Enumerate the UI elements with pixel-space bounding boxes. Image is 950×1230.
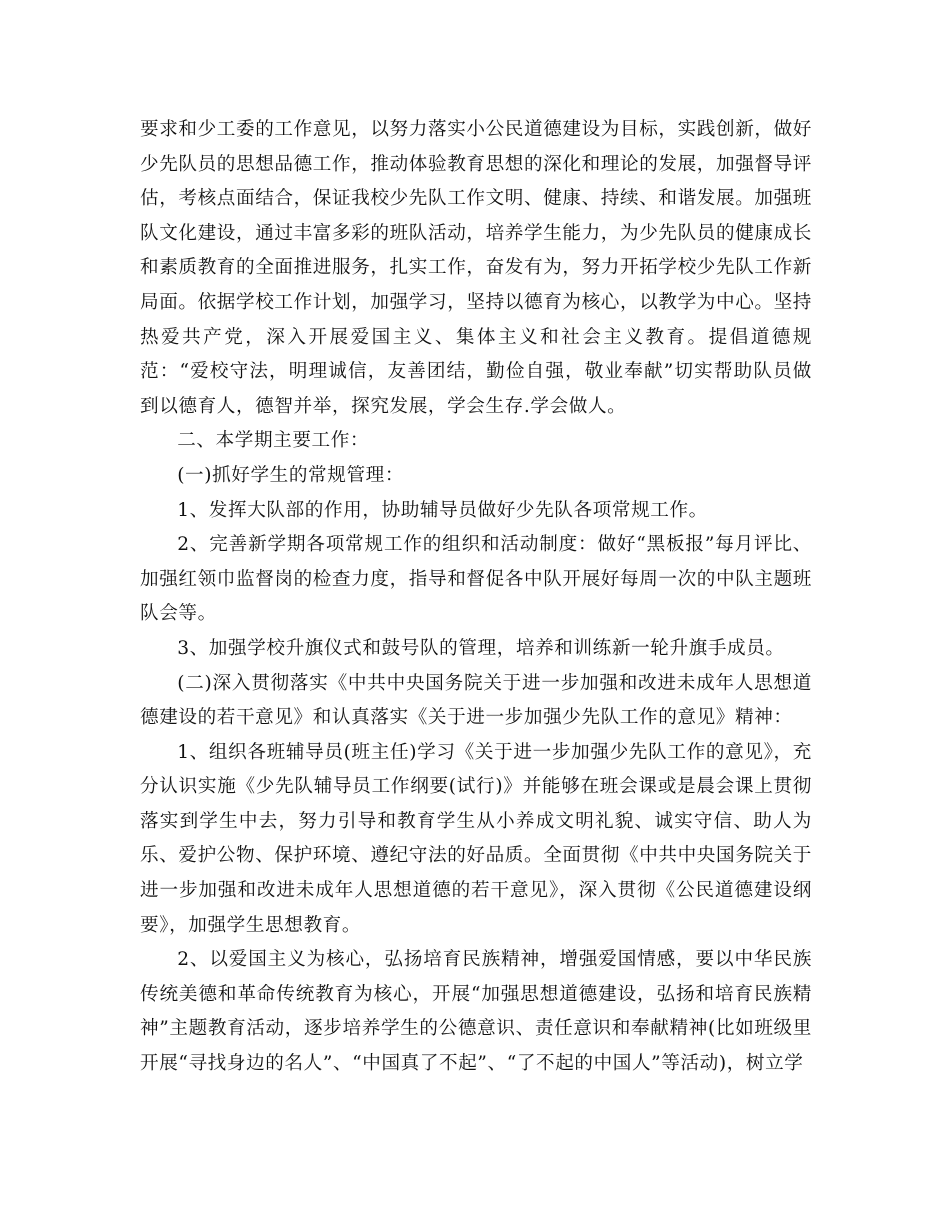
list-item-routine-2: 2、完善新学期各项常规工作的组织和活动制度：做好“黑板报”每月评比、加强红领巾监督岗的检查力度，指导和督促各中队开展好每周一次的中队主题班队会等。 [140,534,812,625]
subsection-heading-routine-management: (一)抓好学生的常规管理： [177,464,405,486]
list-item-routine-1: 1、发挥大队部的作用，协助辅导员做好少先队各项常规工作。 [177,499,708,521]
list-item-implementation-1: 1、组织各班辅导员(班主任)学习《关于进一步加强少先队工作的意见》，充分认识实施《少先队辅导员工作纲要(试行)》并能够在班会课或是晨会课上贯彻落实到学生中去，努力引导和教育学生从小养成文明礼貌、诚实守信、助人为乐、爱护公物、保护环境、遵纪守法的好品质。全面贯彻《中共中央国务院关于进一步加强和改进未成年人思想道德的若干意见》，深入贯彻《公民道德建设纲要》，加强学生思想教育。 [140,741,812,936]
list-item-implementation-2: 2、以爱国主义为核心，弘扬培育民族精神，增强爱国情感，要以中华民族传统美德和革命传统教育为核心，开展“加强思想道德建设，弘扬和培育民族精神”主题教育活动，逐步培养学生的公德意识、责任意识和奉献精神(比如班级里开展“寻找身边的名人”、“中国真了不起”、“了不起的中国人”等活动)，树立学 [140,949,812,1075]
document-body [140,113,812,1082]
list-item-routine-3: 3、加强学校升旗仪式和鼓号队的管理，培养和训练新一轮升旗手成员。 [177,637,785,659]
section-heading-main-work: 二、本学期主要工作： [177,430,370,452]
subsection-heading-implementation: (二)深入贯彻落实《中共中央国务院关于进一步加强和改进未成年人思想道德建设的若干意见》和认真落实《关于进一步加强少先队工作的意见》精神： [140,672,812,729]
paragraph-intro: 要求和少工委的工作意见，以努力落实小公民道德建设为目标，实践创新，做好少先队员的思想品德工作，推动体验教育思想的深化和理论的发展，加强督导评估，考核点面结合，保证我校少先队工作文明、健康、持续、和谐发展。加强班队文化建设，通过丰富多彩的班队活动，培养学生能力，为少先队员的健康成长和素质教育的全面推进服务，扎实工作，奋发有为，努力开拓学校少先队工作新局面。依据学校工作计划，加强学习，坚持以德育为核心，以教学为中心。坚持热爱共产党，深入开展爱国主义、集体主义和社会主义教育。提倡道德规范：“爱校守法，明理诚信，友善团结，勤俭自强，敬业奉献”切实帮助队员做到以德育人，德智并举，探究发展，学会生存.学会做人。 [140,119,812,417]
